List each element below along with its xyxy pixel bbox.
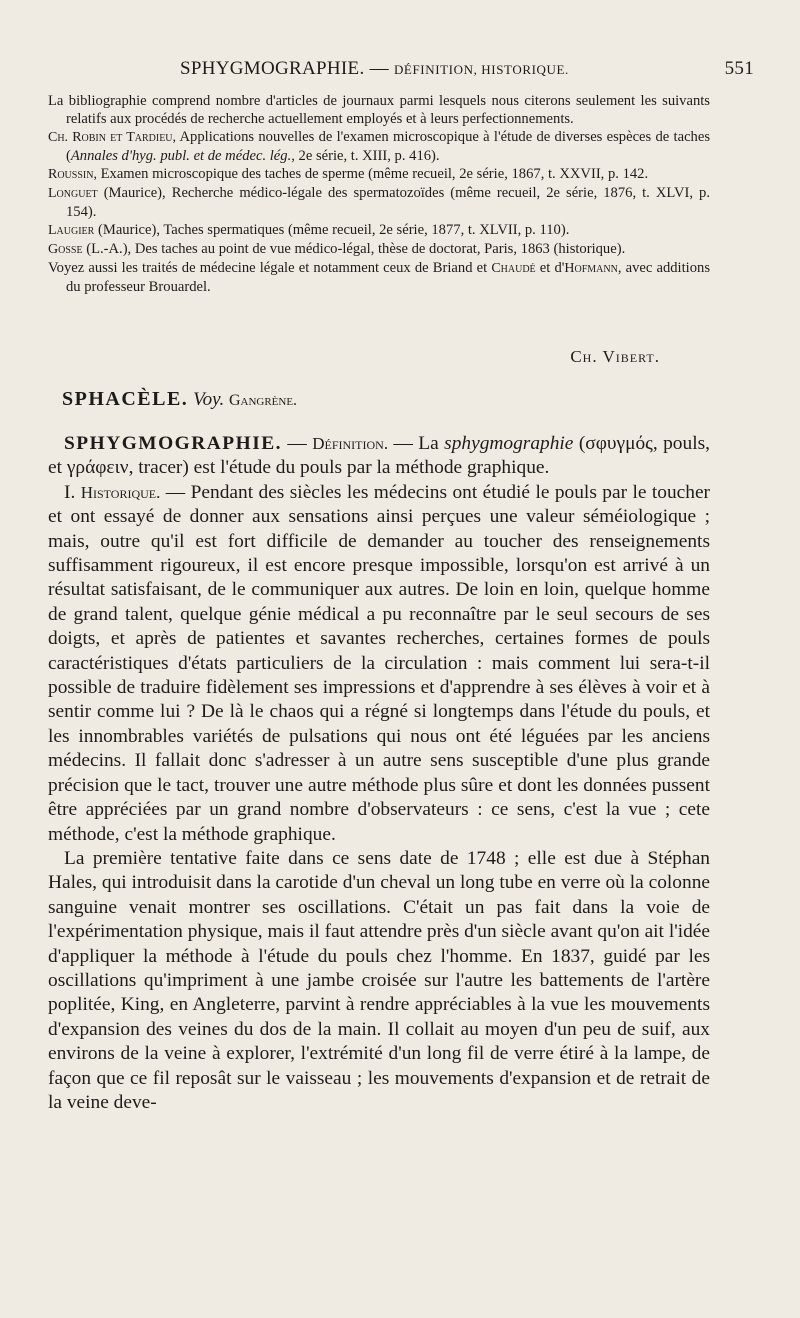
entry-text: (L.-A.), Des taches au point de vue médico-légal, thèse de doctorat, Paris, 1863 (historique).	[82, 241, 626, 257]
entry-authors: Gosse	[48, 242, 83, 257]
bibliography-entry	[48, 128, 710, 165]
article-headword: SPHYGMOGRAPHIE.	[64, 433, 283, 454]
dash: —	[388, 433, 419, 454]
closing-text: Voyez aussi les traités de médecine légale et notamment ceux de Briand et	[48, 260, 492, 276]
closing-text: et d'	[535, 260, 565, 276]
article-body	[48, 432, 710, 1115]
running-head-subtitle: DÉFINITION, HISTORIQUE.	[393, 62, 569, 77]
running-head	[48, 58, 754, 82]
bibliography-entry	[48, 165, 710, 184]
entry-authors: Roussin,	[48, 167, 97, 182]
entry-text: Applications nouvelles de l'examen microscopique à l'étude de diverses espèces de taches (	[66, 129, 710, 164]
cross-reference	[62, 388, 297, 411]
running-head-title	[180, 58, 569, 80]
entry-authors: Ch. Robin et Tardieu,	[48, 130, 177, 145]
dash: —	[282, 433, 313, 454]
entry-authors: Longuet	[48, 186, 98, 201]
xref-target: Gangrène.	[228, 392, 298, 409]
running-head-dash: —	[369, 58, 389, 79]
entry-text-after: , 2e série, t. XIII, p. 416).	[291, 148, 440, 164]
entry-journal: Annales d'hyg. publ. et de médec. lég.	[70, 148, 292, 164]
closing-name: Hofmann	[564, 261, 618, 276]
xref-headword: SPHACÈLE.	[62, 388, 189, 410]
bibliography-entry	[48, 240, 710, 259]
section-number: I.	[64, 481, 81, 503]
bibliography-closing	[48, 259, 710, 296]
bibliography-intro: La bibliographie comprend nombre d'articles de journaux parmi lesquels nous citerons seulement les suivants relatifs aux procédés de recherche actuellement employés et à leurs perfectionnements.	[48, 93, 710, 127]
author-signature: Ch. Vibert.	[570, 347, 660, 366]
intro-term: sphygmographie	[444, 433, 574, 454]
intro-the: La	[418, 433, 445, 454]
page-number: 551	[724, 58, 754, 79]
article-paragraph	[48, 481, 710, 847]
entry-authors: Laugier	[48, 223, 95, 238]
entry-text: (Maurice), Taches spermatiques (même recueil, 2e série, 1877, t. XLVII, p. 110).	[94, 222, 570, 238]
xref-voy: Voy.	[193, 389, 225, 410]
bibliography	[48, 92, 710, 296]
article-paragraph: La première tentative faite dans ce sens date de 1748 ; elle est due à Stéphan Hales, qui introduisit dans la carotide d'un cheval un long tube en verre où la colonne sanguine venait montrer ses oscillations. C'était un pas fait dans la voie de l'expérimentation physique, mais il faut attendre près d'un siècle avant qu'on ait l'idée d'appliquer la méthode à l'étude du pouls chez l'homme. En 1837, guidé par les oscillations qu'impriment à une jambe croisée sur l'autre les battements de l'artère poplitée, King, en Angleterre, parvint à rendre appréciables à la vue les mouvements d'expansion des veines du dos de la main. Il collait au moyen d'un peu de suif, aux environs de la veine à explorer, l'extrémité d'un long fil de verre étiré à la lampe, de façon que ce fil reposât sur le vaisseau ; les mouvements d'expansion et de retrait de la veine deve-	[48, 847, 710, 1113]
bibliography-entry	[48, 184, 710, 221]
closing-name: Chaudé	[491, 261, 536, 276]
intro-text: (σφυγμός, pouls, et γράφειν, tracer) est l'étude du pouls par la méthode graphique.	[48, 433, 710, 479]
entry-text: (Maurice), Recherche médico-légale des spermatozoïdes (même recueil, 2e série, 1876, t. XLVI, p. 154).	[66, 185, 710, 220]
entry-text: Examen microscopique des taches de sperme (même recueil, 2e série, 1867, t. XXVII, p. 142.	[96, 166, 649, 182]
running-head-main: SPHYGMOGRAPHIE.	[180, 58, 365, 79]
bibliography-entry	[48, 221, 710, 240]
section-dash: —	[160, 481, 191, 503]
article-definition	[48, 432, 710, 481]
definition-label: Définition.	[312, 434, 389, 453]
closing-text: , avec additions du professeur Brouardel.	[66, 260, 710, 295]
section-label: Historique.	[80, 482, 161, 502]
paragraph-text: Pendant des siècles les médecins ont étudié le pouls par le toucher et ont essayé de donner aux sensations ainsi perçues une valeur séméiologique ; mais, outre qu'il est fort difficile de demander au toucher des renseignements suffisamment rigoureux, il est encore presque impossible, lorsqu'on est arrivé à un résultat satisfaisant, de le communiquer aux autres. De loin en loin, quelque homme de grand talent, quelque génie médical a pu reconnaître par le seul secours de ses doigts, et après de patientes et savantes recherches, certaines formes de pouls caractéristiques d'états particuliers de la circulation : mais comment lui sera-t-il possible de traduire fidèlement ses impressions et d'apprendre à ses élèves à voir et à sentir comme lui ? De là le chaos qui a régné si longtemps dans l'étude du pouls, et les innombrables variétés de pulsations qui nous ont été léguées par les anciens médecins. Il fallait donc s'adresser à un autre sens susceptible d'une plus grande précision que le tact, trouver une autre méthode plus sûre et dont les données pussent être appréciées par un grand nombre d'observateurs : ce sens, c'est la vue ; cete méthode, c'est la méthode graphique.	[48, 481, 711, 845]
